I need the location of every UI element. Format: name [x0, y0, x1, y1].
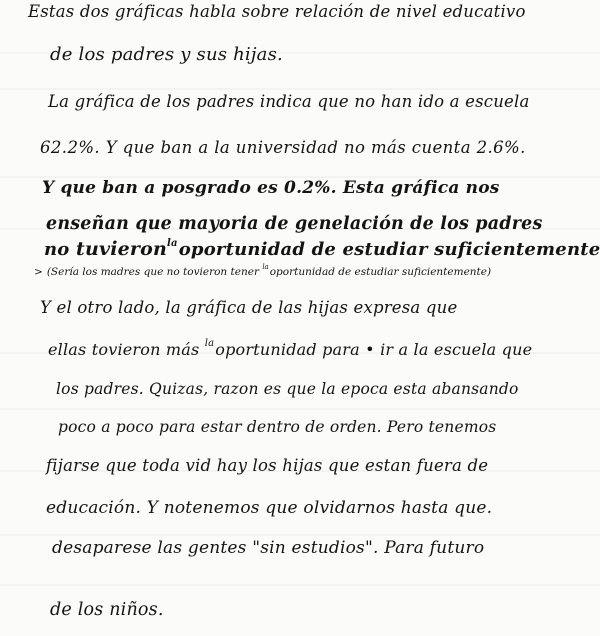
text-line: Y el otro lado, la gráfica de las hijas expresa que: [40, 298, 458, 317]
text-line: enseñan que mayoria de genelación de los padres: [46, 214, 543, 234]
text-line: desaparese las gentes "sin estudios". Para futuro: [52, 538, 485, 558]
inserted-word: la: [204, 338, 215, 349]
text-line: [44, 238, 600, 260]
text-line: de los padres y sus hijas.: [50, 44, 283, 65]
text-fragment: oportunidad de estudiar suficientemente: [178, 239, 600, 260]
text-line: La gráfica de los padres indica que no han ido a escuela: [48, 92, 530, 111]
text-line: educación. Y notenemos que olvidarnos hasta que.: [46, 498, 493, 518]
text-fragment: oportunidad de estudiar suficientemente): [269, 266, 492, 278]
text-fragment: (Sería los madres que no tovieron tener: [46, 266, 259, 278]
text-line: 62.2%. Y que ban a la universidad no más cuenta 2.6%.: [40, 138, 526, 157]
bleed-through-line: [0, 408, 600, 410]
text-fragment: no: [44, 239, 70, 260]
insert-arrow-mark: >: [34, 266, 43, 278]
bleed-through-line: [0, 534, 600, 536]
text-line: poco a poco para estar dentro de orden. Pero tenemos: [58, 418, 497, 436]
text-line: Estas dos gráficas habla sobre relación de nivel educativo: [28, 2, 526, 21]
text-line: los padres. Quizas, razon es que la epoca esta abansando: [56, 380, 519, 398]
bleed-through-line: [0, 88, 600, 90]
inserted-word: la: [167, 238, 178, 249]
text-line: fijarse que toda vid hay los hijas que estan fuera de: [46, 456, 489, 475]
bleed-through-line: [0, 584, 600, 586]
text-fragment: oportunidad para • ir a la escuela que: [215, 340, 533, 359]
footnote-line: [34, 263, 492, 278]
text-line: de los niños.: [50, 600, 164, 620]
inserted-word: la: [262, 263, 269, 271]
text-fragment: ellas tovieron más: [48, 340, 200, 359]
emphasized-word: tuvieron: [75, 238, 168, 260]
text-line: [48, 340, 532, 359]
text-line: Y que ban a posgrado es 0.2%. Esta gráfica nos: [42, 178, 500, 198]
